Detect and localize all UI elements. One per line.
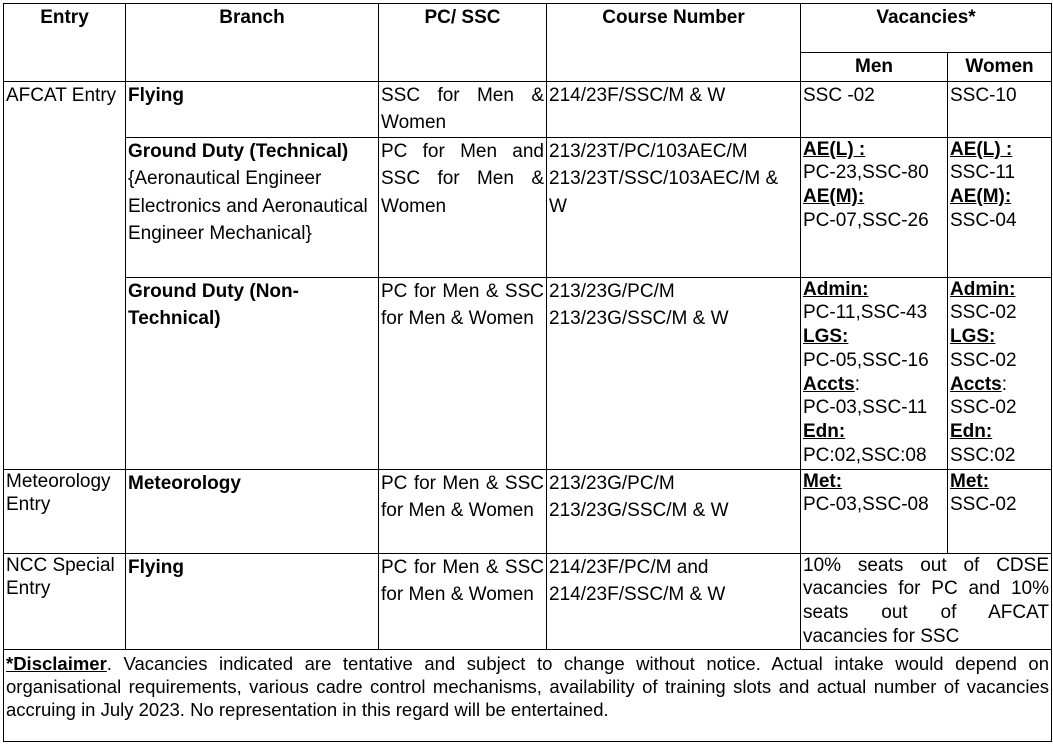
cell-technical-men: AE(L) : PC-23,SSC-80 AE(M): PC-07,SSC-26	[801, 137, 948, 277]
cell-technical-branch	[126, 137, 379, 277]
disclaimer	[4, 649, 1052, 741]
cell-ncc-entry: NCC Special Entry	[4, 553, 126, 649]
cell-flying-pc-ssc: SSC for Men & Women	[379, 81, 547, 137]
technical-branch-title: Ground Duty (Technical)	[128, 140, 349, 162]
cell-meteorology-pc-ssc: PC for Men & SSC for Men & Women	[379, 469, 547, 553]
cell-flying-course: 214/23F/SSC/M & W	[547, 81, 801, 137]
disclaimer-label: *Disclaimer	[6, 652, 107, 674]
cell-meteorology-entry: Meteorology Entry	[4, 469, 126, 553]
cell-meteorology-branch: Meteorology	[126, 469, 379, 553]
cell-meteorology-men: Met: PC-03,SSC-08	[801, 469, 948, 553]
header-women: Women	[948, 53, 1052, 82]
cell-ncc-pc-ssc: PC for Men & SSC for Men & Women	[379, 553, 547, 649]
header-course-number: Course Number	[547, 4, 801, 82]
cell-flying-women: SSC-10	[948, 81, 1052, 137]
cell-afcat-entry: AFCAT Entry	[4, 81, 126, 469]
header-vacancies: Vacancies*	[801, 4, 1052, 53]
technical-branch-note: {Aeronautical Engineer Electronics and Aeronautical Engineer Mechanical}	[128, 168, 368, 245]
header-entry: Entry	[4, 4, 126, 82]
cell-ncc-course: 214/23F/PC/M and 214/23F/SSC/M & W	[547, 553, 801, 649]
cell-non-technical-course: 213/23G/PC/M 213/23G/SSC/M & W	[547, 277, 801, 469]
header-men: Men	[801, 53, 948, 82]
cell-ncc-vacancies: 10% seats out of CDSE vacancies for PC and 10% seats out of AFCAT vacancies for SSC	[801, 553, 1052, 649]
cell-ncc-branch: Flying	[126, 553, 379, 649]
cell-technical-course: 213/23T/PC/103AEC/M 213/23T/SSC/103AEC/M & W	[547, 137, 801, 277]
cell-non-technical-branch: Ground Duty (Non-Technical)	[126, 277, 379, 469]
cell-meteorology-women: Met: SSC-02	[948, 469, 1052, 553]
header-pc-ssc: PC/ SSC	[379, 4, 547, 82]
vacancy-table	[3, 3, 1052, 742]
header-branch: Branch	[126, 4, 379, 82]
cell-technical-women: AE(L) : SSC-11 AE(M): SSC-04	[948, 137, 1052, 277]
cell-non-technical-women: Admin: SSC-02 LGS: SSC-02 Accts: SSC-02 Edn: SSC:02	[948, 277, 1052, 469]
cell-flying-branch: Flying	[126, 81, 379, 137]
disclaimer-text: . Vacancies indicated are tentative and subject to change without notice. Actual intake would depend on organisational requirements, various cadre control mechanisms, availability of training slots and actual number of vacancies accruing in July 2023. No representation in this regard will be entertained.	[6, 652, 1049, 720]
cell-non-technical-pc-ssc: PC for Men & SSC for Men & Women	[379, 277, 547, 469]
cell-technical-pc-ssc: PC for Men and SSC for Men & Women	[379, 137, 547, 277]
cell-non-technical-men: Admin: PC-11,SSC-43 LGS: PC-05,SSC-16 Accts: PC-03,SSC-11 Edn: PC:02,SSC:08	[801, 277, 948, 469]
cell-flying-men: SSC -02	[801, 81, 948, 137]
cell-meteorology-course: 213/23G/PC/M 213/23G/SSC/M & W	[547, 469, 801, 553]
